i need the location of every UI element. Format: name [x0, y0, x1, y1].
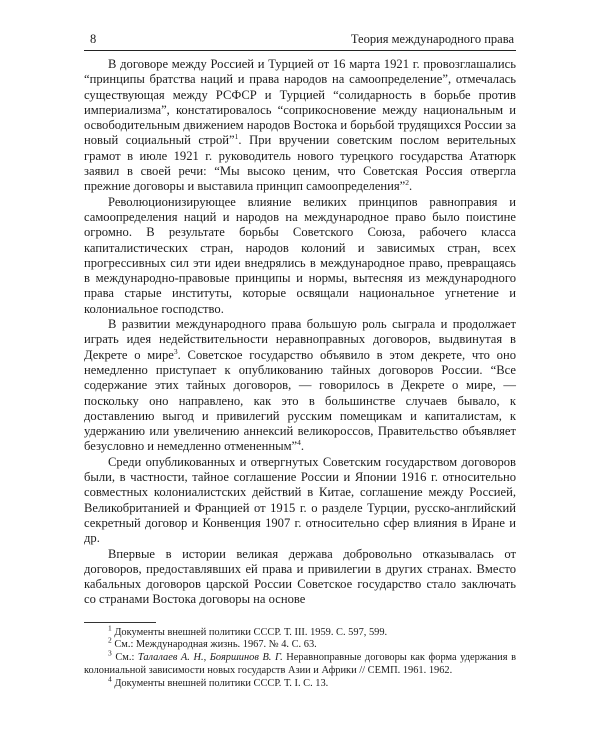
- text-run: Неравноправные договоры как форма удержания в колониальной зависимости новых государств Азии и Африки // СЕМП. 1961. 1962.: [84, 652, 517, 677]
- text-run: Революционизирующее влияние великих принципов равноправия и самоопределения наций и народов на международное право было поистине огромно. В результате борьбы Советского Союза, рабочего класса капиталистических стран, народов колоний и зависимых стран, всех прогрессивных сил эти идеи внедрялись в международное право, превращаясь в международно-правовые принципы и нормы, вытесняя из международного права старые институты, которые освящали национальное угнетение и колониальное господство.: [84, 194, 516, 316]
- text-run: .: [409, 179, 413, 194]
- text-run: См.: Международная жизнь. 1967. № 4. С. 63.: [111, 639, 317, 651]
- running-title: Теория международного права: [350, 32, 514, 46]
- footnote: [84, 674, 516, 691]
- text-run: . При вручении советским послом верительных грамот в июле 1921 г. руководитель нового турецкого государства Ататюрк заявил в своей речи: “Мы высоко ценим, что Советская Россия отвергла прежние договоры и выставила принцип самоопределения”: [84, 133, 516, 194]
- footnote-marker: 4: [108, 674, 112, 684]
- text-run: Документы внешней политики СССР. Т. III. 1959. С. 597, 599.: [111, 626, 388, 638]
- footnote: [84, 636, 516, 652]
- text-run: В договоре между Россией и Турцией от 16 марта 1921 г. провозглашались “принципы братства наций и права народов на самоопределение”, отмечалась существующая между РСФСР и Турцией “солидарность в борьбе против империализма”, констатировалось “соприкосновение между национальным и освободительным движением народов Востока и борьбой трудящихся России за новый социальный строй”: [84, 57, 516, 148]
- footnote: [84, 648, 517, 678]
- page-header: [84, 32, 516, 51]
- paragraph: [84, 455, 516, 547]
- text-run: .: [300, 439, 305, 454]
- page-number: 8: [90, 32, 97, 46]
- footnote-marker: 1: [108, 623, 112, 633]
- paragraph: [84, 195, 516, 317]
- footnote-marker: 2: [405, 178, 410, 188]
- footnote-marker: 3: [108, 648, 112, 658]
- paragraph: [84, 317, 516, 455]
- text-run: Среди опубликованных и отвергнутых Советским государством договоров были, в частности, тайное соглашение России и Японии 1916 г. относительно совместных колониалистских действий в Китае, соглашение между Россией, Великобританией и Францией от 1915 г. о разделе Турции, русско-английский секретный договор и Конвенция 1907 г. относительно сфер влияния в Иране и др.: [84, 454, 516, 546]
- footnote-marker: 2: [108, 636, 112, 646]
- book-page: [84, 32, 516, 691]
- text-run: В развитии международного права большую роль сыграла и продолжает играть идея недействительности неравноправных договоров, выдвинутая в Декрете о мире: [84, 317, 516, 362]
- text-run: . Советское государство объявило в этом декрете, что оно немедленно приступает к опубликованию тайных договоров России. “Все содержание этих тайных договоров, — говорилось в Декрете о мире, — поскольку оно направлено, как это в большинстве случаев бывало, к доставлению выгод и привилегий русским помещикам и капиталистам, к удержанию или увеличению аннексий великороссов, Правительство объявляет безусловно и немедленно отмененным”: [84, 347, 517, 454]
- footnote-marker: 4: [297, 438, 301, 448]
- author-names: Талалаев А. Н., Бояршинов В. Г.: [137, 652, 283, 664]
- paragraph: [84, 57, 516, 195]
- footnote: [84, 623, 516, 640]
- footnotes: [84, 623, 517, 691]
- text-run: См.:: [111, 652, 138, 664]
- body-text: [84, 57, 516, 608]
- footnote-divider: [84, 622, 156, 623]
- text-run: Документы внешней политики СССР. Т. I. С. 13.: [111, 677, 329, 689]
- footnote-marker: 3: [173, 346, 178, 356]
- text-run: Впервые в истории великая держава добровольно отказывалась от договоров, предоставлявших ей права и привилегии в других странах. Вместо кабальных договоров царской России Советское государство стало заключать со странами Востока договоры на основе: [84, 546, 516, 607]
- paragraph: [84, 547, 516, 608]
- footnote-marker: 1: [234, 132, 239, 142]
